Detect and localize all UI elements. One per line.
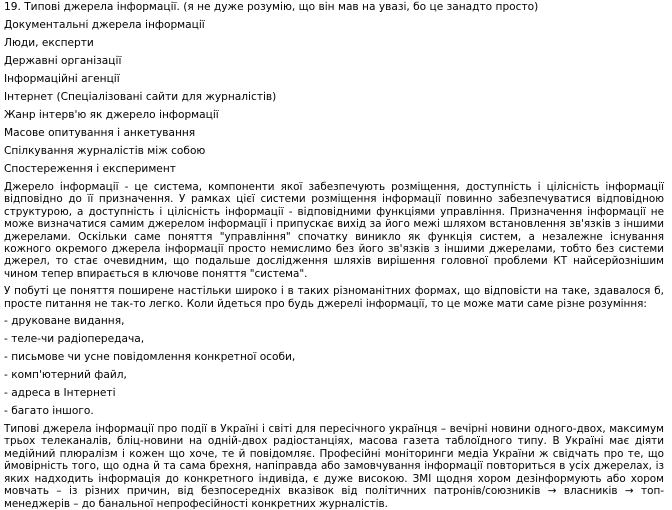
meaning-list-item: - письмове чи усне повідомлення конкретної особи, [4,351,296,364]
meaning-list-item: - багато іншого. [4,405,94,418]
source-type-item: Інтернет (Спеціалізовані сайти для журналістів) [4,91,277,103]
source-type-item: Спілкування журналістів між собою [4,145,206,157]
source-type-item: Спостереження і експеримент [4,163,176,175]
source-type-item: Інформаційні агенції [4,73,120,85]
source-type-item: Люди, експерти [4,37,94,49]
ukraine-sources-paragraph: Типові джерела інформації про події в Україні і світі для пересічного українця – вечірні новини одного-двох, максимум трьох телеканалів, бліц-новини на одній-двох радіостанціях, масова газета таблоїдного типу. В Україні має діяти медійний плюралізм і кожен що хоче, те й повідомляє. Професійні моніторинги медіа України ж свідчать про те, що ймовірність того, що одна й та сама брехня, напіправда або замовчування інформації повториться в усіх джерелах, із яких надходить інформація до конкретного індивіда, є дуже високою. ЗМІ щодня хором дезінформують або хором мовчать – із різних причин, від безпосередніх вказівок від політичних патронів/союзників → власників → топ-менеджерів – до банальної непрофесійності конкретних журналістів. [4,423,664,510]
source-type-item: Державні організації [4,55,122,67]
section-heading: 19. Типові джерела інформації. (я не дуже розумію, що він мав на увазі, бо це занадто просто) [4,1,539,13]
source-type-item: Жанр інтерв'ю як джерело інформації [4,109,219,121]
meaning-list-item: - теле-чи радіопередача, [4,333,145,346]
meaning-list-item: - друковане видання, [4,315,125,328]
meaning-list-item: - комп'ютерний файл, [4,369,127,382]
meaning-paragraph: У побуті це поняття поширене настільки широко і в таких різноманітних формах, що відповісти на таке, здавалося б, просте питання не так-то легко. Коли йдеться про будь джерелі інформації, то це може мати саме різне розуміння: [4,285,664,310]
definition-paragraph: Джерело інформації - це система, компоненти якої забезпечують розміщення, доступність і цілісність інформації відповідно до її призначення. У рамках цієї системи розміщення інформації повинно забезпечуватися відповідною структурою, а доступність і цілісність інформації - відповідними функціями управління. Призначення інформації не може визначатися самим джерелом інформації і припускає вихід за його межі шляхом встановлення зв'язків з іншими джерелами. Оскільки саме поняття "управління" спочатку виникло як функція систем, а незалежне існування кожного окремого джерела інформації просто немислимо без його зв'язків з іншими джерелами, тобто без системи джерел, то стає очевидним, що подальше дослідження шляхів вирішення головної проблеми КТ найсерйознішим чином тепер впирається в ключове поняття "система". [4,181,664,280]
meaning-list-item: - адреса в Інтернеті [4,387,116,400]
source-type-item: Документальні джерела інформації [4,19,205,31]
source-type-item: Масове опитування і анкетування [4,127,196,139]
